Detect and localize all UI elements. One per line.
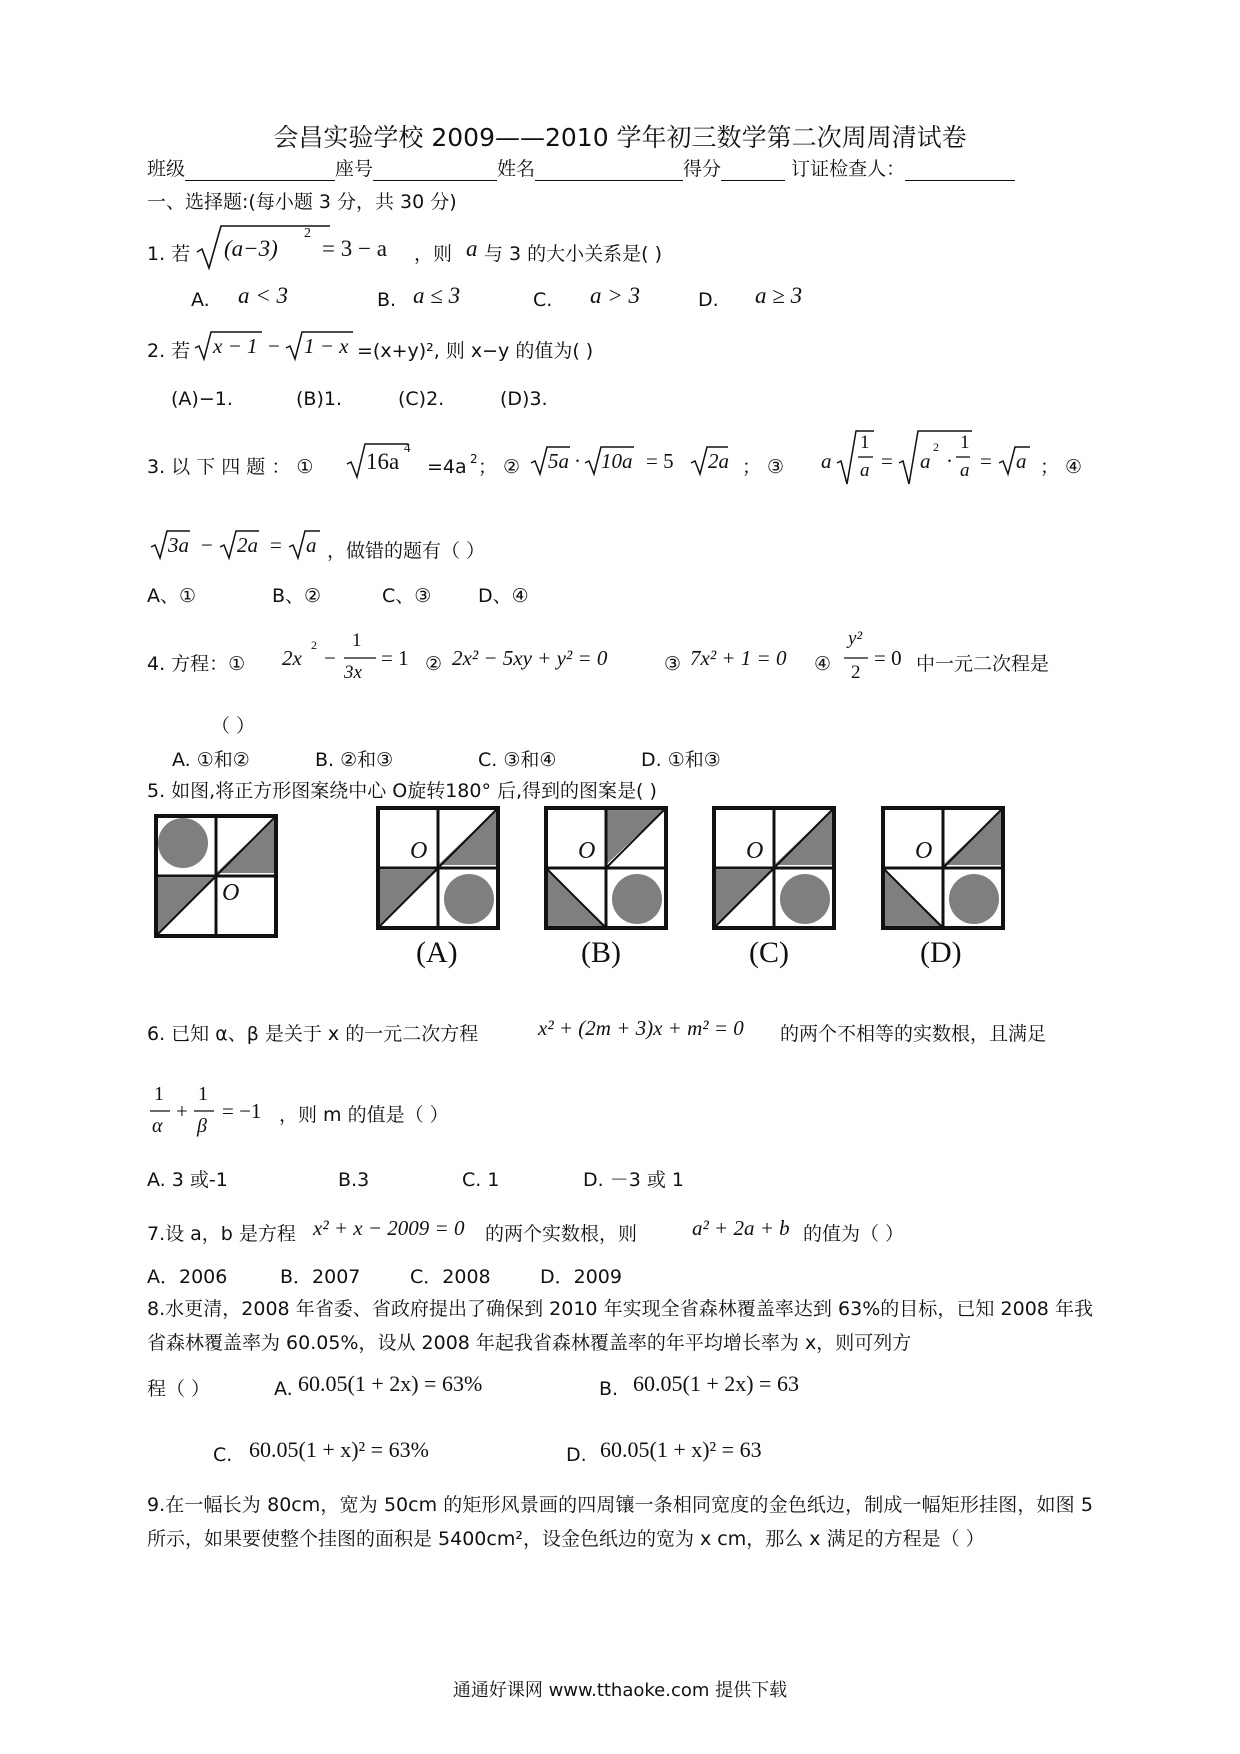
q5-c-o: O bbox=[746, 838, 764, 864]
score-label: 得分 bbox=[683, 158, 722, 180]
q7-option-a: A．2006 bbox=[147, 1266, 228, 1288]
q3-e3-one-b: 1 bbox=[960, 432, 970, 453]
q4-circle-2: ② bbox=[425, 653, 443, 675]
q6-option-d: D. －3 或 1 bbox=[583, 1169, 684, 1191]
q4-num4: y² bbox=[848, 628, 863, 649]
q7-text3: 的值为（ ） bbox=[803, 1223, 905, 1245]
q6-alpha: α bbox=[152, 1115, 163, 1137]
q5-orig-circle bbox=[158, 818, 208, 868]
q7-text1: 7.设 a，b 是方程 bbox=[147, 1223, 296, 1245]
q1-text: ，则 bbox=[414, 243, 453, 265]
name-label: 姓名 bbox=[497, 158, 536, 180]
q5-label-c: (C) bbox=[749, 936, 789, 969]
q2-prefix: 2. 若 bbox=[147, 340, 191, 362]
q3-e4-r2: 2a bbox=[237, 533, 258, 557]
q2-option-d: (D)3. bbox=[500, 388, 548, 410]
q5-b-circle bbox=[612, 874, 662, 924]
q8-option-a-label: A. bbox=[274, 1378, 293, 1400]
q3-e1-rhs-exp: 2 bbox=[470, 452, 478, 466]
q3-option-c: C、③ bbox=[382, 585, 432, 607]
q7-text2: 的两个实数根，则 bbox=[485, 1223, 638, 1245]
q5-figure-d bbox=[881, 806, 1007, 932]
checker-blank bbox=[905, 160, 1015, 181]
q4-e4: = 0 bbox=[874, 646, 902, 670]
q3-radical-3c bbox=[998, 445, 1032, 477]
class-label: 班级 bbox=[147, 158, 186, 180]
q5-d-o: O bbox=[915, 838, 933, 864]
q3-e3-dot: · bbox=[946, 449, 953, 473]
q3-option-d: D、④ bbox=[478, 585, 529, 607]
q1-option-a-label: A. bbox=[191, 289, 210, 311]
q1-option-b-label: B. bbox=[377, 289, 397, 311]
q1-option-a: a < 3 bbox=[238, 283, 289, 308]
q8-text: 8.水更清，2008 年省委、省政府提出了确保到 2010 年实现全省森林覆盖率达到 63%的目标，已知 2008 年我省森林覆盖率为 60.05%，设从 2008 年起我省森林覆盖率的年平均增长率为 x，则可列方 bbox=[147, 1298, 1093, 1354]
q1-prefix: 1. 若 bbox=[147, 243, 191, 265]
checker-label: 订证检查人： bbox=[791, 158, 906, 180]
q7-equation: x² + x − 2009 = 0 bbox=[313, 1216, 465, 1240]
q8-option-d: 60.05(1 + x)² = 63 bbox=[600, 1437, 762, 1462]
q6-option-c: C. 1 bbox=[462, 1169, 500, 1191]
q4-e1-one: 1 bbox=[352, 630, 362, 651]
q5-figure-original bbox=[154, 814, 280, 940]
q1-exponent: 2 bbox=[304, 226, 311, 241]
q3-e1-radicand: 16a bbox=[366, 449, 400, 474]
q5-c-circle bbox=[780, 874, 830, 924]
q7-option-c: C．2008 bbox=[410, 1266, 491, 1288]
q4-e3: 7x² + 1 = 0 bbox=[690, 646, 787, 670]
q2-minus: − bbox=[268, 334, 280, 358]
q6-text3: ，则 m 的值是（ ） bbox=[279, 1104, 449, 1126]
q3-option-b: B、② bbox=[272, 585, 322, 607]
q6-text2: 的两个不相等的实数根，且满足 bbox=[780, 1023, 1047, 1045]
q4-e1-sq: 2 bbox=[311, 638, 317, 652]
q7-option-b: B．2007 bbox=[280, 1266, 361, 1288]
q5-label-a: (A) bbox=[416, 936, 458, 969]
q4-tail: 中一元二次程是 bbox=[916, 653, 1050, 675]
q7-expression: a² + 2a + b bbox=[692, 1216, 790, 1240]
page-title: 会昌实验学校 2009——2010 学年初三数学第二次周周清试卷 bbox=[273, 123, 967, 152]
q3-radical-4c bbox=[288, 529, 322, 561]
score-blank bbox=[721, 160, 785, 181]
q4-circle-4: ④ bbox=[814, 653, 832, 675]
q2-option-b: (B)1. bbox=[296, 388, 342, 410]
q3-e2-eq: = 5 bbox=[646, 449, 674, 473]
q1-option-c-label: C. bbox=[533, 289, 553, 311]
q3-sep-2: ； ② bbox=[478, 456, 521, 478]
q8-option-b: 60.05(1 + 2x) = 63 bbox=[633, 1371, 799, 1396]
q3-sep-4: ； ④ bbox=[1040, 456, 1083, 478]
seat-label: 座号 bbox=[335, 158, 374, 180]
q8-line3-prefix: 程（ ） bbox=[147, 1378, 211, 1400]
q6-plus: + bbox=[176, 1099, 188, 1123]
q3-e3-r: a bbox=[1016, 449, 1027, 473]
q4-option-c: C. ③和④ bbox=[478, 749, 557, 771]
q4-frac-bar-1 bbox=[344, 657, 378, 661]
q8-option-c: 60.05(1 + x)² = 63% bbox=[249, 1437, 429, 1462]
name-blank bbox=[535, 160, 683, 181]
q3-e3-den: a bbox=[860, 460, 870, 481]
q3-e3-a2: a bbox=[920, 449, 931, 473]
q1-option-c: a > 3 bbox=[590, 283, 641, 308]
q3-e3-den-b: a bbox=[960, 460, 970, 481]
q3-e2-r1: 5a bbox=[548, 449, 569, 473]
q6-equation: x² + (2m + 3)x + m² = 0 bbox=[538, 1016, 744, 1040]
q4-option-b: B. ②和③ bbox=[315, 749, 394, 771]
q3-e1-rhs: =4a bbox=[427, 456, 467, 478]
q8-option-d-label: D. bbox=[566, 1444, 587, 1466]
q4-option-d: D. ①和③ bbox=[641, 749, 721, 771]
q4-circle-3: ③ bbox=[664, 653, 682, 675]
q3-e4-r3: a bbox=[306, 533, 317, 557]
q3-e3-one: 1 bbox=[860, 432, 870, 453]
q5-orig-o: O bbox=[222, 880, 240, 906]
seat-blank bbox=[373, 160, 497, 181]
q5-text: 5. 如图,将正方形图案绕中心 O旋转180° 后,得到的图案是( ) bbox=[147, 780, 657, 802]
q6-frac-bar-1 bbox=[150, 1110, 172, 1114]
q1-option-d-label: D. bbox=[698, 289, 719, 311]
q5-d-circle bbox=[949, 874, 999, 924]
q3-e2-r2: 10a bbox=[601, 449, 633, 473]
q1-rhs: = 3 − a bbox=[322, 236, 387, 261]
q6-text1: 6. 已知 α、β 是关于 x 的一元二次方程 bbox=[147, 1023, 479, 1045]
q8-option-b-label: B. bbox=[599, 1378, 619, 1400]
q6-num1: 1 bbox=[154, 1083, 164, 1105]
q5-b-o: O bbox=[578, 838, 596, 864]
q2-option-c: (C)2. bbox=[398, 388, 445, 410]
class-blank bbox=[185, 160, 335, 181]
q4-e2: 2x² − 5xy + y² = 0 bbox=[452, 646, 608, 670]
q3-tail: ，做错的题有（ ） bbox=[327, 540, 486, 562]
q3-sep-3: ； ③ bbox=[742, 456, 785, 478]
q8-option-a: 60.05(1 + 2x) = 63% bbox=[298, 1371, 483, 1396]
q3-e3-a: a bbox=[821, 449, 832, 473]
q1-text2: 与 3 的大小关系是( ) bbox=[484, 243, 663, 265]
q5-label-d: (D) bbox=[920, 936, 962, 969]
q1-option-b: a ≤ 3 bbox=[413, 283, 461, 308]
q3-prefix: 3. 以 下 四 题 ： ① bbox=[147, 456, 314, 478]
q4-option-a: A. ①和② bbox=[172, 749, 250, 771]
q3-option-a: A、① bbox=[147, 585, 197, 607]
q1-radicand: (a−3) bbox=[224, 236, 278, 261]
q3-e2-dot: · bbox=[574, 449, 581, 473]
student-info-line bbox=[147, 157, 1015, 181]
q3-e4-minus: − bbox=[201, 533, 213, 557]
q6-num2: 1 bbox=[198, 1083, 208, 1105]
q5-a-circle bbox=[444, 874, 494, 924]
section-heading: 一、选择题:(每小题 3 分，共 30 分) bbox=[147, 191, 457, 213]
q7-option-d: D．2009 bbox=[540, 1266, 622, 1288]
q4-paren: （ ） bbox=[211, 715, 256, 737]
q3-e3-eq2: = bbox=[980, 449, 992, 473]
q4-e1b: − bbox=[324, 646, 336, 670]
q5-figure-b bbox=[544, 806, 670, 932]
q6-frac-bar-2 bbox=[194, 1110, 216, 1114]
q2-option-a: (A)−1. bbox=[171, 388, 233, 410]
q3-e1-exponent: 4 bbox=[404, 440, 411, 455]
q6-option-a: A. 3 或-1 bbox=[147, 1169, 228, 1191]
q4-e1c: = 1 bbox=[381, 646, 409, 670]
q2-radicand-2: 1 − x bbox=[304, 334, 349, 358]
q5-figure-a bbox=[376, 806, 502, 932]
q4-frac-bar-4 bbox=[844, 657, 870, 661]
q4-e1a: 2x bbox=[282, 646, 302, 670]
q9-text: 9.在一幅长为 80cm，宽为 50cm 的矩形风景画的四周镶一条相同宽度的金色纸边，制成一幅矩形挂图，如图 5 所示，如果要使整个挂图的面积是 5400cm²，设金色纸边的宽为 x cm，那么 x 满足的方程是（ ） bbox=[147, 1494, 1093, 1550]
q6-rhs: = −1 bbox=[222, 1099, 262, 1123]
q3-e4-eq: = bbox=[270, 533, 282, 557]
q8-option-c-label: C. bbox=[213, 1444, 233, 1466]
q3-e2-r3: 2a bbox=[708, 449, 729, 473]
q2-rest: =(x+y)², 则 x−y 的值为( ) bbox=[357, 340, 594, 362]
q6-option-b: B.3 bbox=[338, 1169, 370, 1191]
q5-label-b: (B) bbox=[581, 936, 621, 969]
q3-e4-r1: 3a bbox=[168, 533, 189, 557]
q4-e1-den: 3x bbox=[344, 662, 362, 683]
q5-figure-c bbox=[712, 806, 838, 932]
q2-radicand-1: x − 1 bbox=[213, 334, 258, 358]
q6-beta: β bbox=[197, 1115, 207, 1137]
q4-prefix: 4. 方程：① bbox=[147, 653, 246, 675]
q4-den4: 2 bbox=[851, 662, 861, 683]
footer-source: 通通好课网 www.tthaoke.com 提供下载 bbox=[452, 1680, 788, 1701]
q3-e3-exp: 2 bbox=[933, 440, 939, 454]
q5-a-o: O bbox=[410, 838, 428, 864]
q1-option-d: a ≥ 3 bbox=[755, 283, 803, 308]
q3-e3-eq1: = bbox=[881, 449, 893, 473]
q1-var-a: a bbox=[466, 236, 478, 261]
q3-radical-3a bbox=[836, 429, 876, 487]
